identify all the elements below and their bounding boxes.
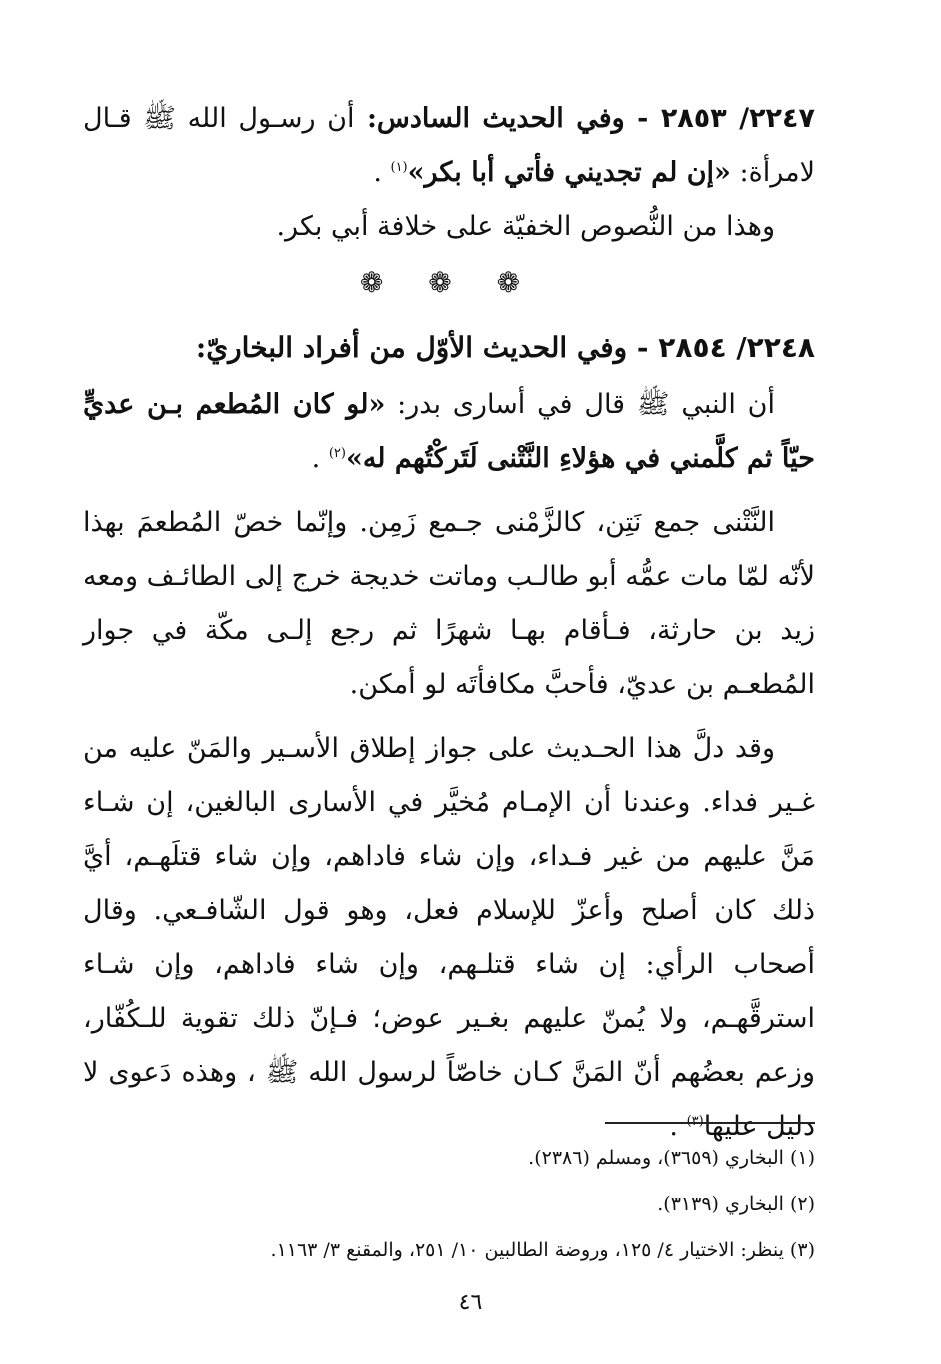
section-separator: ❁ ❁ ❁ [359,266,539,299]
spacer [83,486,815,496]
footnote-ref[interactable]: (٣) [686,1114,704,1129]
hadith-quote: «لو كان المُطعم بـن عديٍّ حيّاً ثم كلَّمني في هؤلاءِ النَّتْنى لَتَركْتُهم له» [83,389,815,474]
page-number: ٤٦ [458,1290,483,1315]
sentence-end: . [311,443,329,474]
hadith-2247-paragraph [83,92,815,200]
hadith-intro: أن رسـول الله ﷺ قـال لامرأة: [83,103,815,188]
sentence-end: . [373,157,391,188]
footnotes [83,1135,815,1273]
sentence-end: . [669,1111,687,1142]
footnote-1: (١) البخاري (٣٦٥٩)، ومسلم (٢٣٨٦). [528,1147,815,1169]
hadith-2248-paragraph [83,378,815,486]
footnote-ref[interactable]: (٢) [328,446,346,461]
hadith-number: ٢٢٤٧/ ٢٨٥٣ [660,103,815,134]
footnote-ref[interactable]: (١) [390,160,408,175]
hadith-number: ٢٢٤٨/ ٢٨٥٤ [658,331,815,364]
hadith-heading-text: - وفي الحديث الأوّل من أفراد البخاريّ: [195,331,659,364]
explanation-text: وقد دلَّ هذا الحـديث على جواز إطلاق الأسـير والمَنّ عليه من غـير فداء. وعندنا أن الإمـام مُخيَّر في الأسارى البالغين، إن شـاء مَنَّ عليهم من غير فـداء، وإن شاء فاداهم، وإن شاء قتلَهـم، أيَّ ذلك كان أصلح وأعزّ للإسلام فعل، وهو قول الشّافـعي. وقال أصحاب الرأي: إن شاء قتلـهم، وإن شاء فاداهم، وإن شـاء استرقَّهـم، ولا يُمنّ عليهم بغـير عوض؛ فـإنّ ذلك تقوية للـكُفّار، وزعم بعضُهم أنّ المَنَّ كـان خاصّاً لرسول الله ﷺ ، وهذه دَعوى لا دليل عليها [83,733,815,1142]
explanation-paragraph-2 [83,722,815,1154]
hadith-2248-heading [83,318,815,378]
spacer [83,712,815,722]
hadith-intro: أن النبي ﷺ قال في أسارى بدر: [385,389,775,420]
footnote-2: (٢) البخاري (٣١٣٩). [657,1193,815,1215]
hadith-quote: «إن لم تجديني فأتي أبا بكر» [407,157,731,188]
footnote-3: (٣) ينظر: الاختيار ٤/ ١٢٥، وروضة الطالبين ١٠/ ٢٥١، والمقنع ٣/ ١١٦٣. [270,1239,815,1261]
hadith-2247-comment: وهذا من النُّصوص الخفيّة على خلافة أبي بكر. [276,211,775,242]
hadith-heading: - وفي الحديث السادس: [354,103,661,134]
footnote-divider [605,1122,815,1124]
main-text [83,92,815,1154]
explanation-paragraph-1: النَّتْنى جمع نَتِن، كالزَّمْنى جـمع زَمِن. وإنّما خصّ المُطعمَ بهذا لأنّه لمّا مات عمُّه أبو طالـب وماتت خديجة خرج إلى الطائـف ومعه زيد بن حارثة، فـأقام بهـا شهرًا ثم رجع إلـى مكّة في جوار المُطعـم بن عديّ، فأحبَّ مكافأتَه لو أمكن. [83,507,815,700]
